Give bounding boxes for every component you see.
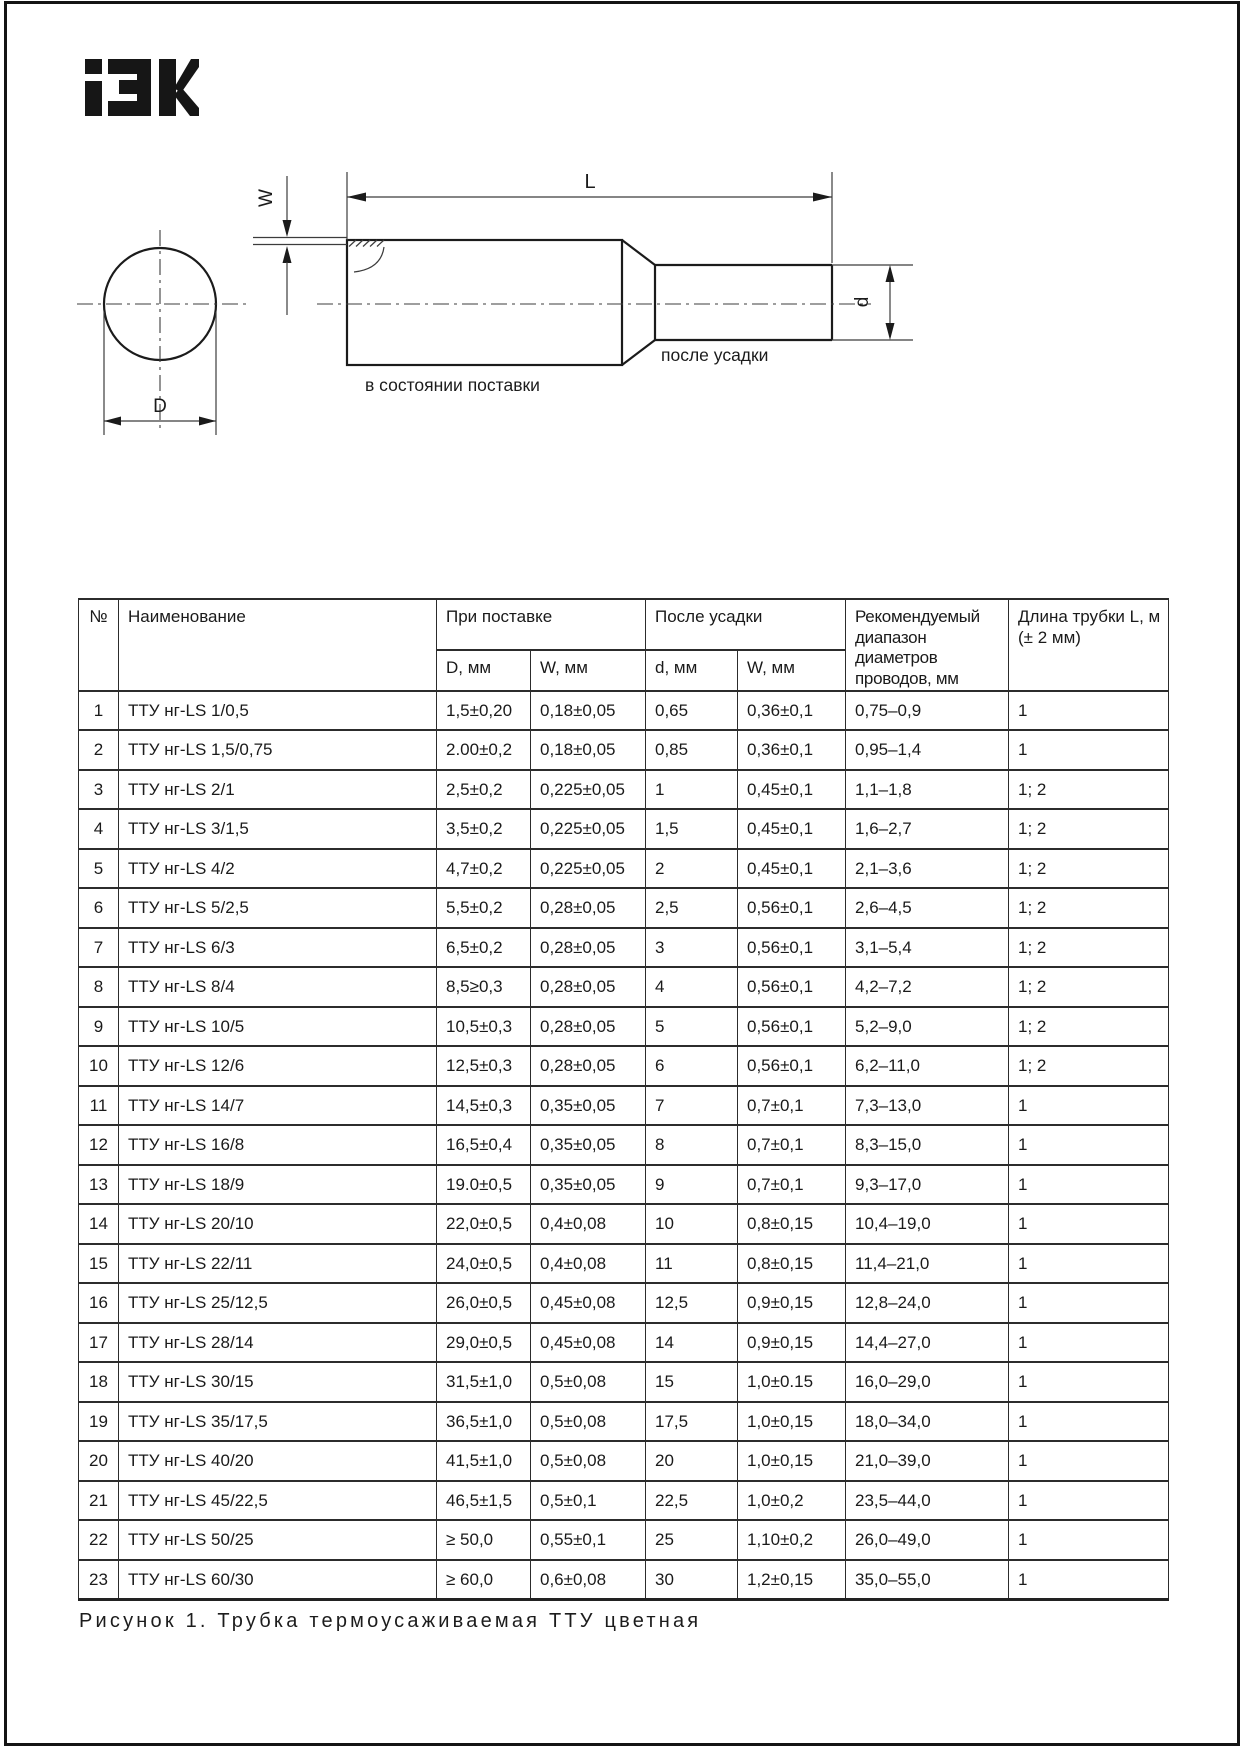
header-D-mm: D, мм xyxy=(437,650,531,691)
table-cell: 0,6±0,08 xyxy=(531,1560,646,1600)
after-shrink-label: после усадки xyxy=(661,345,769,365)
table-cell: 12,5±0,3 xyxy=(437,1046,531,1086)
figure-caption: Рисунок 1. Трубка термоусаживаемая ТТУ цветная xyxy=(79,1610,702,1632)
tube-delivered-outline xyxy=(347,240,622,365)
table-cell: 0,45±0,1 xyxy=(738,849,846,889)
table-cell: 22,5 xyxy=(646,1481,738,1521)
table-cell: ТТУ нг-LS 2/1 xyxy=(119,770,437,810)
table-cell: 2 xyxy=(646,849,738,889)
table-cell: 1 xyxy=(1009,1520,1169,1560)
table-cell: 7,3–13,0 xyxy=(846,1086,1009,1126)
table-cell: 1; 2 xyxy=(1009,888,1169,928)
table-cell: 1,10±0,2 xyxy=(738,1520,846,1560)
table-cell: 24,0±0,5 xyxy=(437,1244,531,1284)
table-cell: 2,5 xyxy=(646,888,738,928)
table-cell: 4 xyxy=(646,967,738,1007)
table-cell: 2,5±0,2 xyxy=(437,770,531,810)
table-cell: ТТУ нг-LS 40/20 xyxy=(119,1441,437,1481)
table-cell: ТТУ нг-LS 10/5 xyxy=(119,1007,437,1047)
table-cell: 5,2–9,0 xyxy=(846,1007,1009,1047)
table-cell: 19.0±0,5 xyxy=(437,1165,531,1205)
table-row xyxy=(79,1283,1169,1323)
table-cell: 0,95–1,4 xyxy=(846,730,1009,770)
table-cell: 1,5 xyxy=(646,809,738,849)
header-diameter-range: Рекомендуемый диапазон диаметров проводов, мм xyxy=(846,599,1009,691)
table-cell: 17,5 xyxy=(646,1402,738,1442)
wall-hatching xyxy=(349,240,384,272)
table-cell: 0,85 xyxy=(646,730,738,770)
table-cell: 1 xyxy=(1009,1362,1169,1402)
row-number-cell: 20 xyxy=(79,1441,119,1481)
table-row xyxy=(79,1204,1169,1244)
table-cell: 0,5±0,08 xyxy=(531,1441,646,1481)
iek-logo-icon xyxy=(85,58,199,117)
table-cell: 1 xyxy=(1009,1441,1169,1481)
table-cell: 1 xyxy=(1009,1481,1169,1521)
table-cell: 18,0–34,0 xyxy=(846,1402,1009,1442)
table-header xyxy=(79,599,1169,691)
row-number-cell: 7 xyxy=(79,928,119,968)
table-cell: 6,2–11,0 xyxy=(846,1046,1009,1086)
table-cell: 1,6–2,7 xyxy=(846,809,1009,849)
table-cell: 15 xyxy=(646,1362,738,1402)
table-cell: 1; 2 xyxy=(1009,849,1169,889)
table-cell: ТТУ нг-LS 20/10 xyxy=(119,1204,437,1244)
table-cell: 10 xyxy=(646,1204,738,1244)
table-cell: ≥ 50,0 xyxy=(437,1520,531,1560)
table-cell: ТТУ нг-LS 30/15 xyxy=(119,1362,437,1402)
row-number-cell: 8 xyxy=(79,967,119,1007)
table-cell: 1; 2 xyxy=(1009,967,1169,1007)
table-cell: 0,225±0,05 xyxy=(531,849,646,889)
table-cell: 8,3–15,0 xyxy=(846,1125,1009,1165)
table-cell: 0,36±0,1 xyxy=(738,691,846,731)
table-cell: 0,56±0,1 xyxy=(738,1046,846,1086)
table-cell: 1,0±0,15 xyxy=(738,1441,846,1481)
table-row xyxy=(79,1362,1169,1402)
table-cell: 6 xyxy=(646,1046,738,1086)
table-cell: 4,7±0,2 xyxy=(437,849,531,889)
table-cell: 0,45±0,08 xyxy=(531,1323,646,1363)
table-body xyxy=(79,691,1169,1600)
table-cell: 0,5±0,08 xyxy=(531,1362,646,1402)
row-number-cell: 6 xyxy=(79,888,119,928)
table-cell: 11,4–21,0 xyxy=(846,1244,1009,1284)
table-cell: 0,45±0,08 xyxy=(531,1283,646,1323)
table-cell: 11 xyxy=(646,1244,738,1284)
table-cell: 1 xyxy=(1009,1560,1169,1600)
table-cell: 0,8±0,15 xyxy=(738,1244,846,1284)
table-cell: 0,9±0,15 xyxy=(738,1283,846,1323)
row-number-cell: 21 xyxy=(79,1481,119,1521)
table-cell: 0,56±0,1 xyxy=(738,888,846,928)
table-row xyxy=(79,1520,1169,1560)
table-cell: ТТУ нг-LS 50/25 xyxy=(119,1520,437,1560)
table-row xyxy=(79,888,1169,928)
table-cell: 1 xyxy=(1009,691,1169,731)
table-cell: 1,0±0.15 xyxy=(738,1362,846,1402)
table-cell: 1 xyxy=(1009,1204,1169,1244)
table-cell: 0,65 xyxy=(646,691,738,731)
table-cell: 0,7±0,1 xyxy=(738,1086,846,1126)
table-cell: 8,5≥0,3 xyxy=(437,967,531,1007)
row-number-cell: 9 xyxy=(79,1007,119,1047)
table-row xyxy=(79,967,1169,1007)
table-cell: ТТУ нг-LS 1,5/0,75 xyxy=(119,730,437,770)
row-number-cell: 2 xyxy=(79,730,119,770)
table-cell: 0,225±0,05 xyxy=(531,809,646,849)
table-cell: 21,0–39,0 xyxy=(846,1441,1009,1481)
table-cell: 0,9±0,15 xyxy=(738,1323,846,1363)
table-row xyxy=(79,1402,1169,1442)
row-number-cell: 12 xyxy=(79,1125,119,1165)
table-cell: ТТУ нг-LS 1/0,5 xyxy=(119,691,437,731)
table-cell: 3 xyxy=(646,928,738,968)
table-cell: 0,56±0,1 xyxy=(738,1007,846,1047)
table-cell: 25 xyxy=(646,1520,738,1560)
table-cell: ТТУ нг-LS 28/14 xyxy=(119,1323,437,1363)
table-row xyxy=(79,1046,1169,1086)
row-number-cell: 1 xyxy=(79,691,119,731)
row-number-cell: 16 xyxy=(79,1283,119,1323)
table-cell: 1 xyxy=(1009,1165,1169,1205)
table-cell: 0,55±0,1 xyxy=(531,1520,646,1560)
header-shrink-group: После усадки xyxy=(646,599,846,650)
table-cell: 30 xyxy=(646,1560,738,1600)
row-number-cell: 22 xyxy=(79,1520,119,1560)
table-cell: 1,2±0,15 xyxy=(738,1560,846,1600)
table-cell: 5 xyxy=(646,1007,738,1047)
table-cell: 1 xyxy=(1009,1125,1169,1165)
table-row xyxy=(79,1560,1169,1600)
table-row xyxy=(79,1086,1169,1126)
table-cell: 4,2–7,2 xyxy=(846,967,1009,1007)
table-cell: 0,56±0,1 xyxy=(738,967,846,1007)
header-name: Наименование xyxy=(119,599,437,691)
table-cell: 0,28±0,05 xyxy=(531,928,646,968)
table-cell: 1 xyxy=(646,770,738,810)
table-cell: 2,1–3,6 xyxy=(846,849,1009,889)
table-cell: 1,0±0,15 xyxy=(738,1402,846,1442)
table-cell: 0,4±0,08 xyxy=(531,1204,646,1244)
table-cell: ТТУ нг-LS 16/8 xyxy=(119,1125,437,1165)
table-cell: 10,5±0,3 xyxy=(437,1007,531,1047)
table-cell: 0,35±0,05 xyxy=(531,1165,646,1205)
table-cell: 1,5±0,20 xyxy=(437,691,531,731)
header-d-mm: d, мм xyxy=(646,650,738,691)
row-number-cell: 4 xyxy=(79,809,119,849)
table-cell: ТТУ нг-LS 12/6 xyxy=(119,1046,437,1086)
table-cell: 1 xyxy=(1009,1086,1169,1126)
table-cell: 9,3–17,0 xyxy=(846,1165,1009,1205)
table-cell: 1 xyxy=(1009,1283,1169,1323)
table-cell: 12,8–24,0 xyxy=(846,1283,1009,1323)
table-cell: 0,18±0,05 xyxy=(531,730,646,770)
row-number-cell: 14 xyxy=(79,1204,119,1244)
table-cell: 0,35±0,05 xyxy=(531,1086,646,1126)
table-cell: 22,0±0,5 xyxy=(437,1204,531,1244)
table-row xyxy=(79,1323,1169,1363)
table-cell: 1 xyxy=(1009,1244,1169,1284)
row-number-cell: 5 xyxy=(79,849,119,889)
table-cell: 35,0–55,0 xyxy=(846,1560,1009,1600)
table-cell: 36,5±1,0 xyxy=(437,1402,531,1442)
header-W-shrink-mm: W, мм xyxy=(738,650,846,691)
header-num: № xyxy=(79,599,119,691)
table-cell: 0,5±0,08 xyxy=(531,1402,646,1442)
table-cell: 0,225±0,05 xyxy=(531,770,646,810)
table-row xyxy=(79,1165,1169,1205)
table-cell: 0,28±0,05 xyxy=(531,1046,646,1086)
table-cell: 1; 2 xyxy=(1009,770,1169,810)
technical-drawing xyxy=(75,150,935,450)
table-cell: ТТУ нг-LS 5/2,5 xyxy=(119,888,437,928)
table-cell: 0,7±0,1 xyxy=(738,1125,846,1165)
table-cell: 1; 2 xyxy=(1009,1007,1169,1047)
row-number-cell: 11 xyxy=(79,1086,119,1126)
spec-table xyxy=(78,598,1169,1601)
table-row xyxy=(79,1441,1169,1481)
table-cell: ТТУ нг-LS 6/3 xyxy=(119,928,437,968)
table-cell: 0,45±0,1 xyxy=(738,809,846,849)
table-cell: 5,5±0,2 xyxy=(437,888,531,928)
row-number-cell: 10 xyxy=(79,1046,119,1086)
table-cell: 3,1–5,4 xyxy=(846,928,1009,968)
table-cell: 0,18±0,05 xyxy=(531,691,646,731)
row-number-cell: 23 xyxy=(79,1560,119,1600)
table-row xyxy=(79,849,1169,889)
table-cell: ТТУ нг-LS 3/1,5 xyxy=(119,809,437,849)
delivered-state-label: в состоянии поставки xyxy=(365,375,540,395)
table-cell: 2,6–4,5 xyxy=(846,888,1009,928)
table-cell: ТТУ нг-LS 60/30 xyxy=(119,1560,437,1600)
row-number-cell: 18 xyxy=(79,1362,119,1402)
table-cell: 20 xyxy=(646,1441,738,1481)
table-cell: 10,4–19,0 xyxy=(846,1204,1009,1244)
dim-W-label: W xyxy=(256,189,277,207)
table-cell: 1,1–1,8 xyxy=(846,770,1009,810)
table-cell: ТТУ нг-LS 4/2 xyxy=(119,849,437,889)
table-cell: 31,5±1,0 xyxy=(437,1362,531,1402)
table-row xyxy=(79,1007,1169,1047)
table-cell: ТТУ нг-LS 18/9 xyxy=(119,1165,437,1205)
table-cell: 6,5±0,2 xyxy=(437,928,531,968)
table-cell: 1; 2 xyxy=(1009,809,1169,849)
table-cell: 7 xyxy=(646,1086,738,1126)
table-row xyxy=(79,1244,1169,1284)
table-cell: 0,8±0,15 xyxy=(738,1204,846,1244)
table-cell: 9 xyxy=(646,1165,738,1205)
table-cell: 0,28±0,05 xyxy=(531,1007,646,1047)
table-cell: 0,35±0,05 xyxy=(531,1125,646,1165)
table-cell: 0,28±0,05 xyxy=(531,967,646,1007)
table-row xyxy=(79,809,1169,849)
table-cell: ТТУ нг-LS 14/7 xyxy=(119,1086,437,1126)
table-cell: 2.00±0,2 xyxy=(437,730,531,770)
table-row xyxy=(79,928,1169,968)
row-number-cell: 15 xyxy=(79,1244,119,1284)
row-number-cell: 3 xyxy=(79,770,119,810)
table-cell: 12,5 xyxy=(646,1283,738,1323)
table-cell: 1; 2 xyxy=(1009,1046,1169,1086)
table-cell: 0,56±0,1 xyxy=(738,928,846,968)
table-cell: 0,4±0,08 xyxy=(531,1244,646,1284)
header-delivery-group: При поставке xyxy=(437,599,646,650)
table-row xyxy=(79,1481,1169,1521)
table-cell: 26,0±0,5 xyxy=(437,1283,531,1323)
table-cell: ТТУ нг-LS 25/12,5 xyxy=(119,1283,437,1323)
table-row xyxy=(79,770,1169,810)
table-cell: 41,5±1,0 xyxy=(437,1441,531,1481)
table-cell: 26,0–49,0 xyxy=(846,1520,1009,1560)
table-cell: ТТУ нг-LS 8/4 xyxy=(119,967,437,1007)
dim-d-label: d xyxy=(852,296,873,308)
table-cell: ТТУ нг-LS 22/11 xyxy=(119,1244,437,1284)
table-cell: 0,28±0,05 xyxy=(531,888,646,928)
dim-L-label: L xyxy=(584,171,596,193)
table-cell: 1; 2 xyxy=(1009,928,1169,968)
table-cell: 1 xyxy=(1009,1323,1169,1363)
table-cell: 23,5–44,0 xyxy=(846,1481,1009,1521)
table-cell: ≥ 60,0 xyxy=(437,1560,531,1600)
table-cell: 0,36±0,1 xyxy=(738,730,846,770)
table-cell: 14,4–27,0 xyxy=(846,1323,1009,1363)
dim-D-label: D xyxy=(153,396,167,417)
table-cell: 14,5±0,3 xyxy=(437,1086,531,1126)
header-tube-length: Длина трубки L, м (± 2 мм) xyxy=(1009,599,1169,691)
table-cell: 1,0±0,2 xyxy=(738,1481,846,1521)
header-W-delivery-mm: W, мм xyxy=(531,650,646,691)
row-number-cell: 13 xyxy=(79,1165,119,1205)
table-cell: 46,5±1,5 xyxy=(437,1481,531,1521)
table-cell: 1 xyxy=(1009,730,1169,770)
table-cell: 0,45±0,1 xyxy=(738,770,846,810)
table-row xyxy=(79,730,1169,770)
row-number-cell: 19 xyxy=(79,1402,119,1442)
table-cell: 0,7±0,1 xyxy=(738,1165,846,1205)
table-cell: 14 xyxy=(646,1323,738,1363)
table-cell: 3,5±0,2 xyxy=(437,809,531,849)
table-cell: ТТУ нг-LS 45/22,5 xyxy=(119,1481,437,1521)
table-row xyxy=(79,691,1169,731)
table-cell: 16,5±0,4 xyxy=(437,1125,531,1165)
row-number-cell: 17 xyxy=(79,1323,119,1363)
table-cell: 16,0–29,0 xyxy=(846,1362,1009,1402)
table-cell: 8 xyxy=(646,1125,738,1165)
table-cell: 0,5±0,1 xyxy=(531,1481,646,1521)
table-row xyxy=(79,1125,1169,1165)
table-cell: 29,0±0,5 xyxy=(437,1323,531,1363)
table-cell: 1 xyxy=(1009,1402,1169,1442)
table-cell: ТТУ нг-LS 35/17,5 xyxy=(119,1402,437,1442)
table-cell: 0,75–0,9 xyxy=(846,691,1009,731)
